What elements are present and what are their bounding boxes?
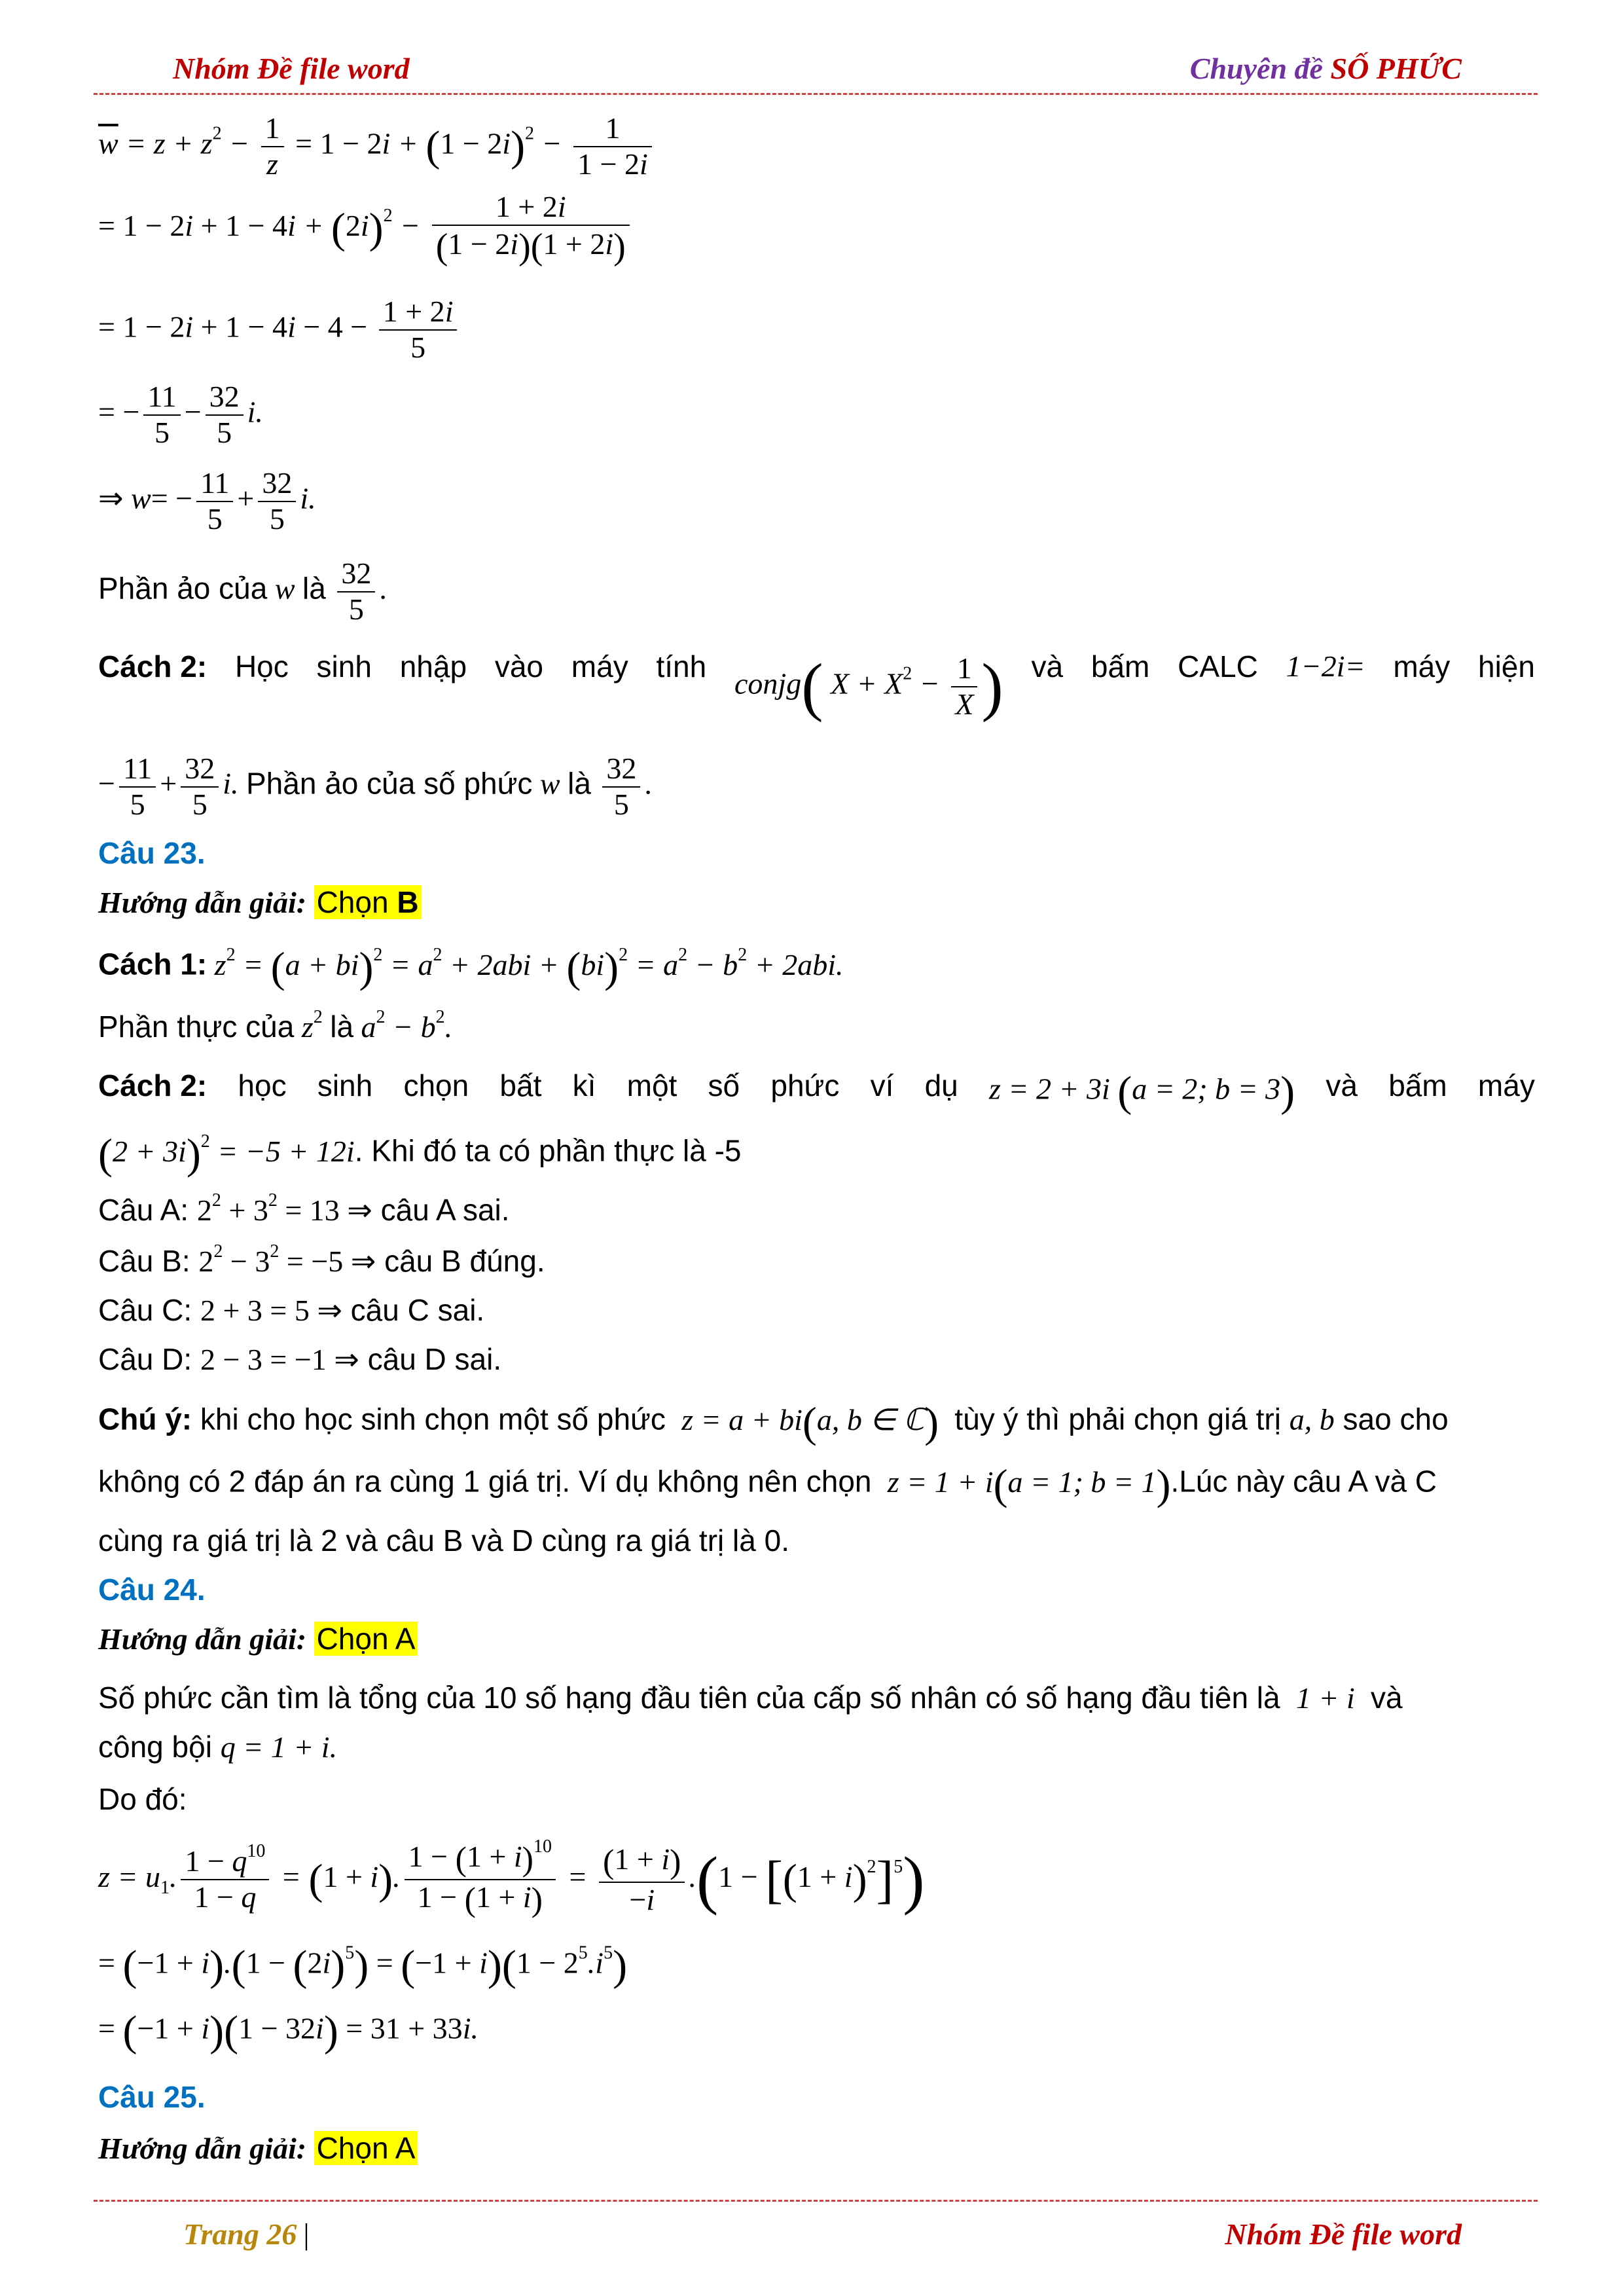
- question-24-title: Câu 24.: [98, 1573, 206, 1607]
- question-23-title: Câu 23.: [98, 836, 206, 870]
- equation-line-3: = 1 − 2i + 1 − 4i − 4 − $\frac{1 + 2i}{5}$: [98, 295, 461, 365]
- q23-cach1: Cách 1: $z^2 = (a + bi)^2 = a^2 + 2abi + (bi)^2 = a^2 - b^2 + 2abi$.: [98, 943, 844, 991]
- q24-equation-2: = $(-1 + i).(1 - (2i)^5) = (-1 + i)(1 - 2^5.i^5)$: [98, 1942, 628, 1990]
- answer-highlight: Chọn B: [314, 885, 422, 919]
- option-a-check: Câu A: $2^2 + 3^2 = 13$ ⇒ câu A sai.: [98, 1190, 510, 1227]
- cach2-line-1: Cách 2: Học sinh nhập vào máy tính conjg( $X + X^2$ − $\frac{1}{X}$ ) và bấm CALC 1−2i= máy hiện: [98, 649, 1535, 723]
- note-line-3: cùng ra giá trị là 2 và câu B và D cùng ra giá trị là 0.: [98, 1523, 789, 1558]
- answer-highlight: Chọn A: [314, 1622, 418, 1656]
- footer-group-name: Nhóm Đề file word: [1225, 2217, 1462, 2251]
- q24-equation-3: = (−1 + i)(1 − 32i) = 31 + 33i.: [98, 2007, 478, 2055]
- option-d-check: Câu D: 2 − 3 = −1 ⇒ câu D sai.: [98, 1342, 502, 1376]
- note-line-2: không có 2 đáp án ra cùng 1 giá trị. Ví dụ không nên chọn z = 1 + i(a = 1; b = 1).Lúc này câu A và C: [98, 1461, 1437, 1508]
- q23-cach2-line-1: Cách 2: học sinh chọn bất kì một số phức ví dụ z = 2 + 3i (a = 2; b = 3) và bấm máy: [98, 1068, 1535, 1116]
- question-24-guide: Hướng dẫn giải: Chọn A: [98, 1624, 418, 1654]
- header-topic-prefix: Chuyên đề: [1189, 52, 1323, 85]
- footer-divider: [94, 2200, 1538, 2202]
- q24-equation-1: $z = u_1$. $\frac{1 - q^{10}}{1 - q}$ = (1 + i). $\frac{1 - (1 + i)^{10}}{1 - (1 + i)}$ = $\frac{(1 + i)}{-i}$ $.(1 - [(1 + i)^2]^5)$: [98, 1836, 925, 1919]
- q24-do-do: Do đó:: [98, 1782, 187, 1816]
- imaginary-part-conclusion: Phần ảo của w là $\frac{32}{5}$ .: [98, 556, 387, 626]
- option-b-check: Câu B: $2^2 - 3^2 = -5$ ⇒ câu B đúng.: [98, 1241, 545, 1278]
- q24-text-line-1: Số phức cần tìm là tổng của 10 số hạng đầu tiên của cấp số nhân có số hạng đầu tiên là 1 + i và: [98, 1681, 1403, 1715]
- footer-page-number: Trang 26 |: [183, 2217, 310, 2251]
- header-topic-accent: SỐ PHỨC: [1330, 52, 1462, 85]
- option-c-check: Câu C: 2 + 3 = 5 ⇒ câu C sai.: [98, 1293, 485, 1327]
- equation-line-2: = $1 - 2i + 1 - 4i + (2i)^2$ − $\frac{1 + 2i}{(1 - 2i)(1 + 2i)}$: [98, 190, 634, 268]
- header-divider: [94, 93, 1538, 95]
- note-line-1: Chú ý: khi cho học sinh chọn một số phức z = a + bi(a, b ∈ ℂ) tùy ý thì phải chọn giá trị a, b sao cho: [98, 1398, 1449, 1446]
- header-topic: [1190, 51, 1462, 86]
- equation-line-5: ⇒ w= − $\frac{11}{5}$ + $\frac{32}{5}$ i.: [98, 466, 316, 536]
- equation-line-1: $\overline{w} = z + z^2$ − $\frac{1}{z}$ = $1 - 2i + (1 - 2i)^2$ − $\frac{1}{1 - 2i}$: [98, 111, 656, 182]
- q23-real-part: Phần thực của $z^2$ là $a^2 - b^2$.: [98, 1007, 453, 1044]
- equation-line-4: = − $\frac{11}{5}$ − $\frac{32}{5}$ i.: [98, 380, 263, 449]
- q24-text-line-2: công bội q = 1 + i.: [98, 1730, 338, 1764]
- answer-highlight: Chọn A: [314, 2131, 418, 2165]
- question-23-guide: Hướng dẫn giải: Chọn B: [98, 887, 422, 918]
- question-25-guide: Hướng dẫn giải: Chọn A: [98, 2133, 418, 2164]
- question-25-title: Câu 25.: [98, 2080, 206, 2114]
- q23-cach2-line-2: $(2 + 3i)^2 = -5 + 12i$. Khi đó ta có phần thực là -5: [98, 1130, 742, 1178]
- cach2-line-2: − $\frac{11}{5}$ + $\frac{32}{5}$ i. Phần ảo của số phức w là $\frac{32}{5}$ .: [98, 752, 652, 821]
- header-group-name: Nhóm Đề file word: [173, 52, 410, 85]
